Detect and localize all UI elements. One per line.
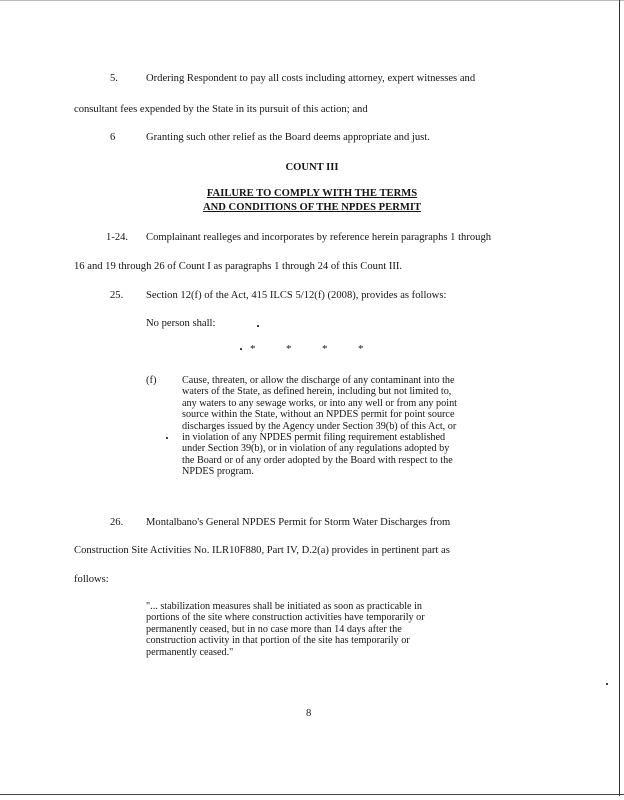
scan-edge-right — [619, 0, 620, 796]
clause-f-label: (f) — [146, 375, 157, 386]
clause-f-line: the Board or of any order adopted by the Board with respect to the — [182, 454, 453, 466]
clause-f-line: Cause, threaten, or allow the discharge of any contaminant into the — [182, 375, 455, 386]
paragraph-5-line1: Ordering Respondent to pay all costs including attorney, expert witnesses and — [146, 73, 476, 84]
scan-edge-top — [0, 0, 624, 1]
clause-f-text — [182, 375, 457, 478]
clause-f-line: source within the State, without an NPDES permit for point source — [182, 409, 455, 421]
clause-f-line: discharges issued by the Agency under Section 39(b) of this Act, or — [182, 420, 457, 432]
ellipsis-star: * — [286, 343, 292, 355]
permit-quote-line: portions of the site where construction activities have temporarily or — [146, 612, 425, 624]
page-number: 8 — [306, 708, 312, 719]
scan-speck — [166, 437, 168, 439]
paragraph-5-line2: consultant fees expended by the State in its pursuit of this action; and — [74, 104, 368, 115]
ellipsis-star: * — [322, 343, 328, 355]
count-title-line2-text: AND CONDITIONS OF THE NPDES PERMIT — [202, 202, 422, 213]
count-title-line1 — [0, 187, 624, 200]
paragraph-6-number: 6 — [110, 132, 116, 143]
permit-quote-line: construction activity in that portion of the site has temporarily or — [146, 635, 410, 647]
permit-quote-line: permanently ceased." — [146, 646, 234, 658]
paragraph-26-line3: follows: — [74, 574, 109, 585]
count-title-line2 — [0, 201, 624, 214]
permit-quote — [146, 601, 425, 658]
paragraph-26-number: 26. — [110, 517, 124, 528]
paragraph-25-number: 25. — [110, 290, 124, 301]
paragraph-1-24-number: 1-24. — [106, 232, 129, 243]
ellipsis-star: * — [358, 343, 364, 355]
clause-f-line: waters of the State, as defined herein, including but not limited to, — [182, 386, 452, 398]
paragraph-25-intro: No person shall: — [146, 318, 216, 329]
paragraph-26-line2: Construction Site Activities No. ILR10F880, Part IV, D.2(a) provides in pertinent part as — [74, 545, 450, 556]
permit-quote-line: permanently ceased, but in no case more than 14 days after the — [146, 623, 402, 635]
ellipsis-stars — [250, 343, 394, 355]
count-title-line1-text: FAILURE TO COMPLY WITH THE TERMS — [206, 188, 418, 199]
ellipsis-star: * — [250, 343, 256, 355]
paragraph-25-text: Section 12(f) of the Act, 415 ILCS 5/12(f) (2008), provides as follows: — [146, 290, 447, 301]
clause-f-line: NPDES program. — [182, 466, 254, 478]
paragraph-1-24-line2: 16 and 19 through 26 of Count I as paragraphs 1 through 24 of this Count III. — [74, 261, 403, 272]
scan-edge-bottom — [0, 794, 624, 795]
clause-f-line: under Section 39(b), or in violation of any regulations adopted by — [182, 443, 450, 455]
scan-speck — [240, 348, 242, 350]
paragraph-6-text: Granting such other relief as the Board deems appropriate and just. — [146, 132, 430, 143]
paragraph-5-number: 5. — [110, 73, 118, 84]
paragraph-26-line1: Montalbano's General NPDES Permit for Storm Water Discharges from — [146, 517, 451, 528]
clause-f-line: in violation of any NPDES permit filing requirement established — [182, 432, 446, 444]
scan-speck — [606, 683, 608, 685]
permit-quote-line: "... stabilization measures shall be initiated as soon as practicable in — [146, 601, 423, 612]
clause-f-line: any waters to any sewage works, or into any well or from any point — [182, 397, 457, 409]
paragraph-1-24-line1: Complainant realleges and incorporates by reference herein paragraphs 1 through — [146, 232, 492, 243]
scan-speck — [257, 325, 259, 327]
count-heading: COUNT III — [285, 162, 339, 173]
